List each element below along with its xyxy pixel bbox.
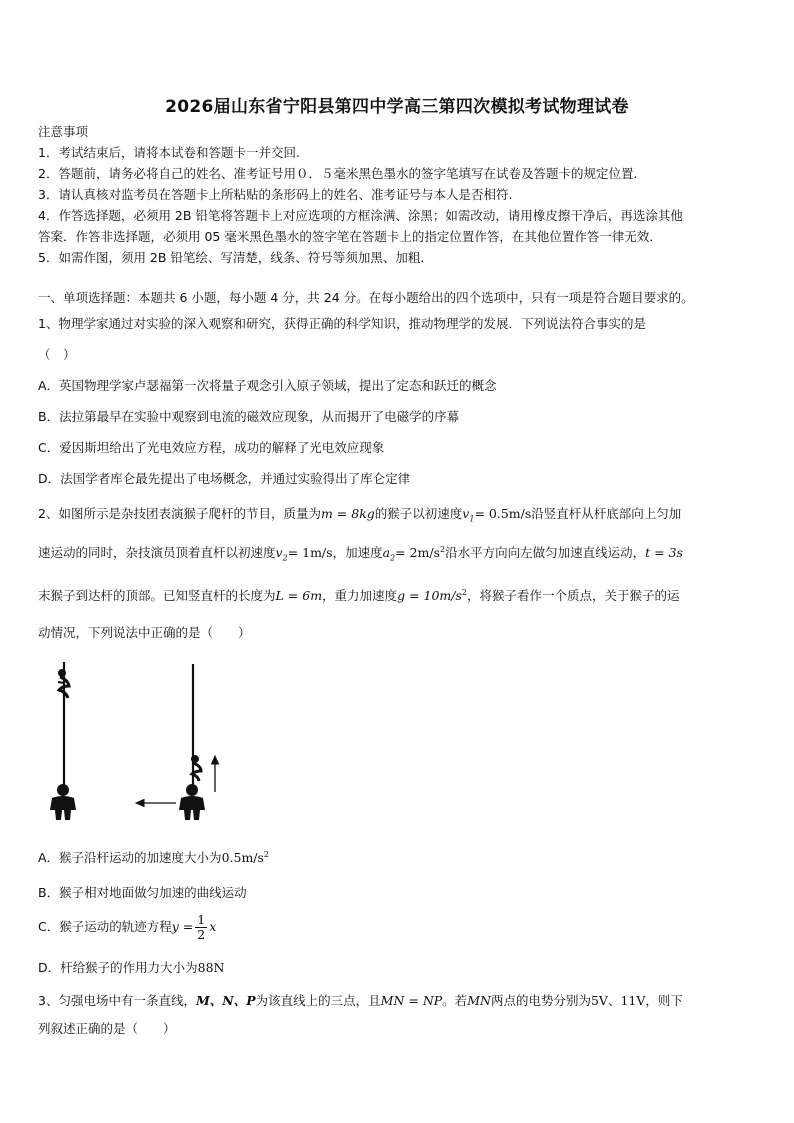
question-2-line-4: 动情况，下列说法中正确的是（ ） xyxy=(38,625,251,640)
question-2-line-3: 末猴子到达杆的顶部。已知竖直杆的长度为L = 6m，重力加速度$g = 10m/s^2$，将猴子看作一个质点，关于猴子的运 xyxy=(38,587,680,603)
notice-item: 5．如需作图，须用 2B 铅笔绘、写清楚，线条、符号等须加黑、加粗． xyxy=(38,250,433,265)
question-2-option-b: B．猴子相对地面做匀加速的曲线运动 xyxy=(38,885,247,900)
question-1-option-c: C．爱因斯坦给出了光电效应方程，成功的解释了光电效应现象 xyxy=(38,440,385,455)
v2-symbol: $v_2$ xyxy=(275,545,288,563)
question-2-option-c: C．猴子运动的轨迹方程y = $\frac{1}{2}$ x xyxy=(38,912,217,942)
question-2-option-a: A．猴子沿杆运动的加速度大小为$0.5m/s^2$ xyxy=(38,849,270,865)
question-1-option-a: A．英国物理学家卢瑟福第一次将量子观念引入原子领域，提出了定态和跃迁的概念 xyxy=(38,378,497,393)
question-1-option-d: D．法国学者库仑最先提出了电场概念，并通过实验得出了库仑定律 xyxy=(38,471,411,486)
acrobat-right-icon xyxy=(179,784,205,820)
mass-expression: m = 8kg xyxy=(320,506,375,521)
gravity-expression: g = 10m/s xyxy=(397,588,462,603)
v1-expression: = 0.5m/s xyxy=(474,506,532,521)
time-expression: t = 3s xyxy=(645,545,683,560)
question-3-line-1: 3、匀强电场中有一条直线，M、N、P为该直线上的三点，且MN = NP。若MN两点的电势分别为5V、11V，则下 xyxy=(38,993,683,1008)
monkey-pole-figure xyxy=(38,652,238,827)
page-title: 2026届山东省宁阳县第四中学高三第四次模拟考试物理试卷 xyxy=(165,97,629,117)
question-1-bracket: （ ） xyxy=(38,347,76,362)
question-2-line-2: 速运动的同时，杂技演员顶着直杆以初速度$v_2= 1m/s$，加速度$a_2= 2m/s^2$沿水平方向向左做匀加速直线运动，t = 3s xyxy=(38,544,683,563)
v1-symbol: $v_1$ xyxy=(462,506,475,524)
notice-heading: 注意事项 xyxy=(38,124,89,139)
question-2-line-1: 2、如图所示是杂技团表演猴子爬杆的节目，质量为m = 8kg的猴子以初速度$v_1= 0.5m/s$沿竖直杆从杆底部向上匀加 xyxy=(38,506,682,524)
notice-item: 3．请认真核对监考员在答题卡上所粘贴的条形码上的姓名、准考证号与本人是否相符. xyxy=(38,187,513,202)
length-expression: L = 6m xyxy=(275,588,323,603)
notice-item: 4．作答选择题，必须用 2B 铅笔将答题卡上对应选项的方框涂满、涂黑；如需改动，请用橡皮擦干净后，再选涂其他 xyxy=(38,208,683,223)
notice-item: 2．答题前，请务必将自己的姓名、准考证号用０．５毫米黑色墨水的签字笔填写在试卷及答题卡的规定位置. xyxy=(38,166,638,181)
question-1-stem: 1、物理学家通过对实验的深入观察和研究，获得正确的科学知识，推动物理学的发展．下列说法符合事实的是 xyxy=(38,316,646,331)
monkey-left-icon xyxy=(58,670,69,699)
question-3-line-2: 列叙述正确的是（ ） xyxy=(38,1021,176,1036)
a2-symbol: $a_2$ xyxy=(382,545,396,563)
section-heading: 一、单项选择题：本题共 6 小题，每小题 4 分，共 24 分。在每小题给出的四个选项中，只有一项是符合题目要求的。 xyxy=(38,290,694,305)
question-2-option-d: D．杆给猴子的作用力大小为88N xyxy=(38,960,225,975)
arrow-up-icon xyxy=(212,756,219,792)
v2-expression: = 1m/s xyxy=(287,545,333,560)
acrobat-left-icon xyxy=(50,784,76,820)
fraction: $\frac{1}{2}$ xyxy=(197,912,206,942)
question-1-option-b: B．法拉第最早在实验中观察到电流的磁效应现象，从而揭开了电磁学的序幕 xyxy=(38,409,460,424)
notice-item: 1．考试结束后，请将本试卷和答题卡一并交回. xyxy=(38,145,300,160)
notice-item: 答案．作答非选择题，必须用 05 毫米黑色墨水的签字笔在答题卡上的指定位置作答，在其他位置作答一律无效． xyxy=(38,229,662,244)
a2-expression: = 2m/s xyxy=(395,545,441,560)
arrow-left-icon xyxy=(136,800,176,807)
